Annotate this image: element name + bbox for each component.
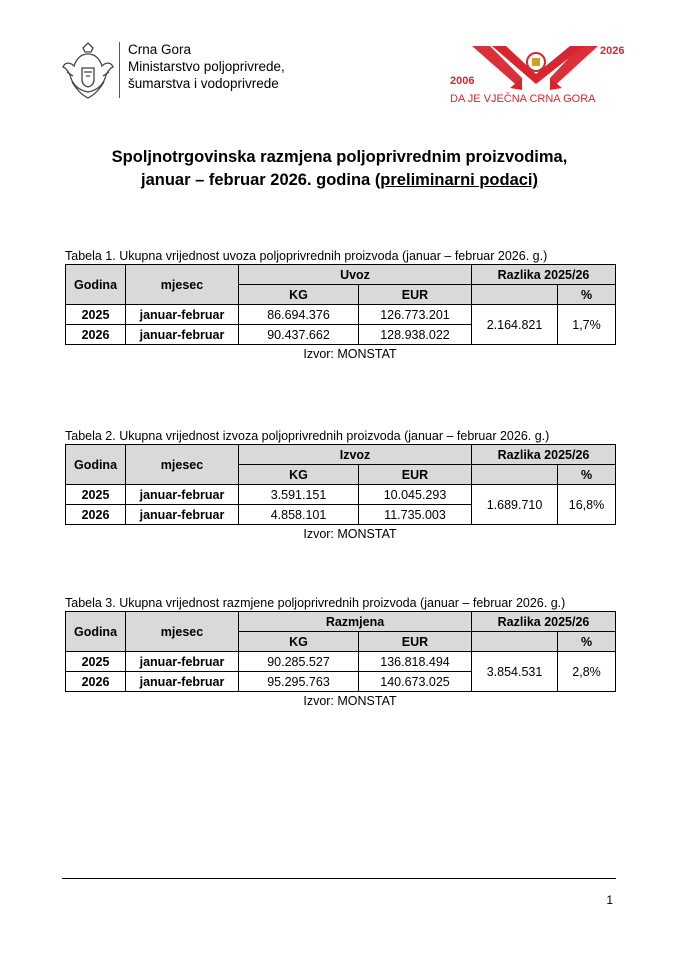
cell-month: januar-februar	[126, 505, 239, 525]
ministry-line-2: šumarstva i vodoprivrede	[128, 76, 279, 91]
table-3-block	[65, 596, 615, 708]
table-caption: Tabela 1. Ukupna vrijednost uvoza poljoprivrednih proizvoda (januar – februar 2026. g.)	[65, 249, 548, 263]
table-source: Izvor: MONSTAT	[303, 694, 397, 708]
table-2-block	[65, 429, 615, 541]
header-group: Razmjena	[239, 612, 472, 632]
header-pct: %	[558, 632, 616, 652]
header-eur: EUR	[359, 285, 472, 305]
cell-year: 2025	[66, 485, 126, 505]
logo-slogan: DA JE VJEČNA CRNA GORA	[450, 93, 596, 105]
cell-kg: 90.437.662	[239, 325, 359, 345]
header-pct: %	[558, 285, 616, 305]
header-razlika: Razlika 2025/26	[472, 612, 616, 632]
table-row	[66, 485, 616, 505]
title-preliminary-note: (preliminarni podaci)	[374, 171, 538, 189]
header-mjesec: mjesec	[126, 265, 239, 305]
header-mjesec: mjesec	[126, 612, 239, 652]
header-group: Uvoz	[239, 265, 472, 285]
header-kg: KG	[239, 285, 359, 305]
header-razlika-value	[472, 285, 558, 305]
imports-table	[65, 264, 616, 345]
cell-month: januar-februar	[126, 305, 239, 325]
page-number: 1	[606, 893, 613, 907]
header-mjesec: mjesec	[126, 445, 239, 485]
header-godina: Godina	[66, 445, 126, 485]
cell-eur: 128.938.022	[359, 325, 472, 345]
header-razlika: Razlika 2025/26	[472, 265, 616, 285]
cell-diff: 2.164.821	[472, 305, 558, 345]
cell-pct: 2,8%	[558, 652, 616, 692]
cell-year: 2025	[66, 305, 126, 325]
cell-kg: 3.591.151	[239, 485, 359, 505]
table-1-block	[65, 249, 615, 361]
coat-of-arms-icon	[62, 42, 114, 100]
table-caption: Tabela 3. Ukupna vrijednost razmjene poljoprivrednih proizvoda (januar – februar 2026. g.)	[65, 596, 566, 610]
cell-year: 2026	[66, 325, 126, 345]
header-godina: Godina	[66, 612, 126, 652]
header-razlika-value	[472, 465, 558, 485]
anniversary-logo	[450, 40, 625, 106]
header-eur: EUR	[359, 632, 472, 652]
header-pct: %	[558, 465, 616, 485]
cell-diff: 3.854.531	[472, 652, 558, 692]
cell-kg: 90.285.527	[239, 652, 359, 672]
cell-year: 2025	[66, 652, 126, 672]
header-razlika: Razlika 2025/26	[472, 445, 616, 465]
table-row	[66, 652, 616, 672]
header-kg: KG	[239, 632, 359, 652]
cell-eur: 126.773.201	[359, 305, 472, 325]
title-line-1: Spoljnotrgovinska razmjena poljoprivrednim proizvodima,	[111, 148, 568, 166]
header-godina: Godina	[66, 265, 126, 305]
cell-diff: 1.689.710	[472, 485, 558, 525]
cell-eur: 10.045.293	[359, 485, 472, 505]
cell-month: januar-februar	[126, 672, 239, 692]
logo-year-left: 2006	[450, 75, 475, 87]
cell-eur: 136.818.494	[359, 652, 472, 672]
header-group: Izvoz	[239, 445, 472, 465]
country-name: Crna Gora	[128, 42, 192, 57]
page-title	[0, 146, 679, 192]
cell-kg: 95.295.763	[239, 672, 359, 692]
cell-pct: 1,7%	[558, 305, 616, 345]
header-divider	[119, 42, 120, 98]
trade-table	[65, 611, 616, 692]
cell-month: januar-februar	[126, 325, 239, 345]
title-line-2-text: januar – februar 2026. godina	[140, 171, 375, 189]
cell-month: januar-februar	[126, 652, 239, 672]
table-caption: Tabela 2. Ukupna vrijednost izvoza poljoprivrednih proizvoda (januar – februar 2026. g.)	[65, 429, 550, 443]
ministry-name	[128, 41, 285, 92]
ministry-line-1: Ministarstvo poljoprivrede,	[128, 59, 285, 74]
cell-year: 2026	[66, 505, 126, 525]
cell-kg: 4.858.101	[239, 505, 359, 525]
cell-eur: 140.673.025	[359, 672, 472, 692]
header-razlika-value	[472, 632, 558, 652]
cell-kg: 86.694.376	[239, 305, 359, 325]
cell-pct: 16,8%	[558, 485, 616, 525]
table-row	[66, 305, 616, 325]
document-header	[62, 40, 625, 120]
table-source: Izvor: MONSTAT	[303, 527, 397, 541]
footer-divider	[62, 878, 616, 879]
cell-year: 2026	[66, 672, 126, 692]
cell-eur: 11.735.003	[359, 505, 472, 525]
logo-year-right: 2026	[600, 45, 625, 57]
title-line-2	[0, 169, 679, 192]
cell-month: januar-februar	[126, 485, 239, 505]
table-source: Izvor: MONSTAT	[303, 347, 397, 361]
header-kg: KG	[239, 465, 359, 485]
exports-table	[65, 444, 616, 525]
header-eur: EUR	[359, 465, 472, 485]
